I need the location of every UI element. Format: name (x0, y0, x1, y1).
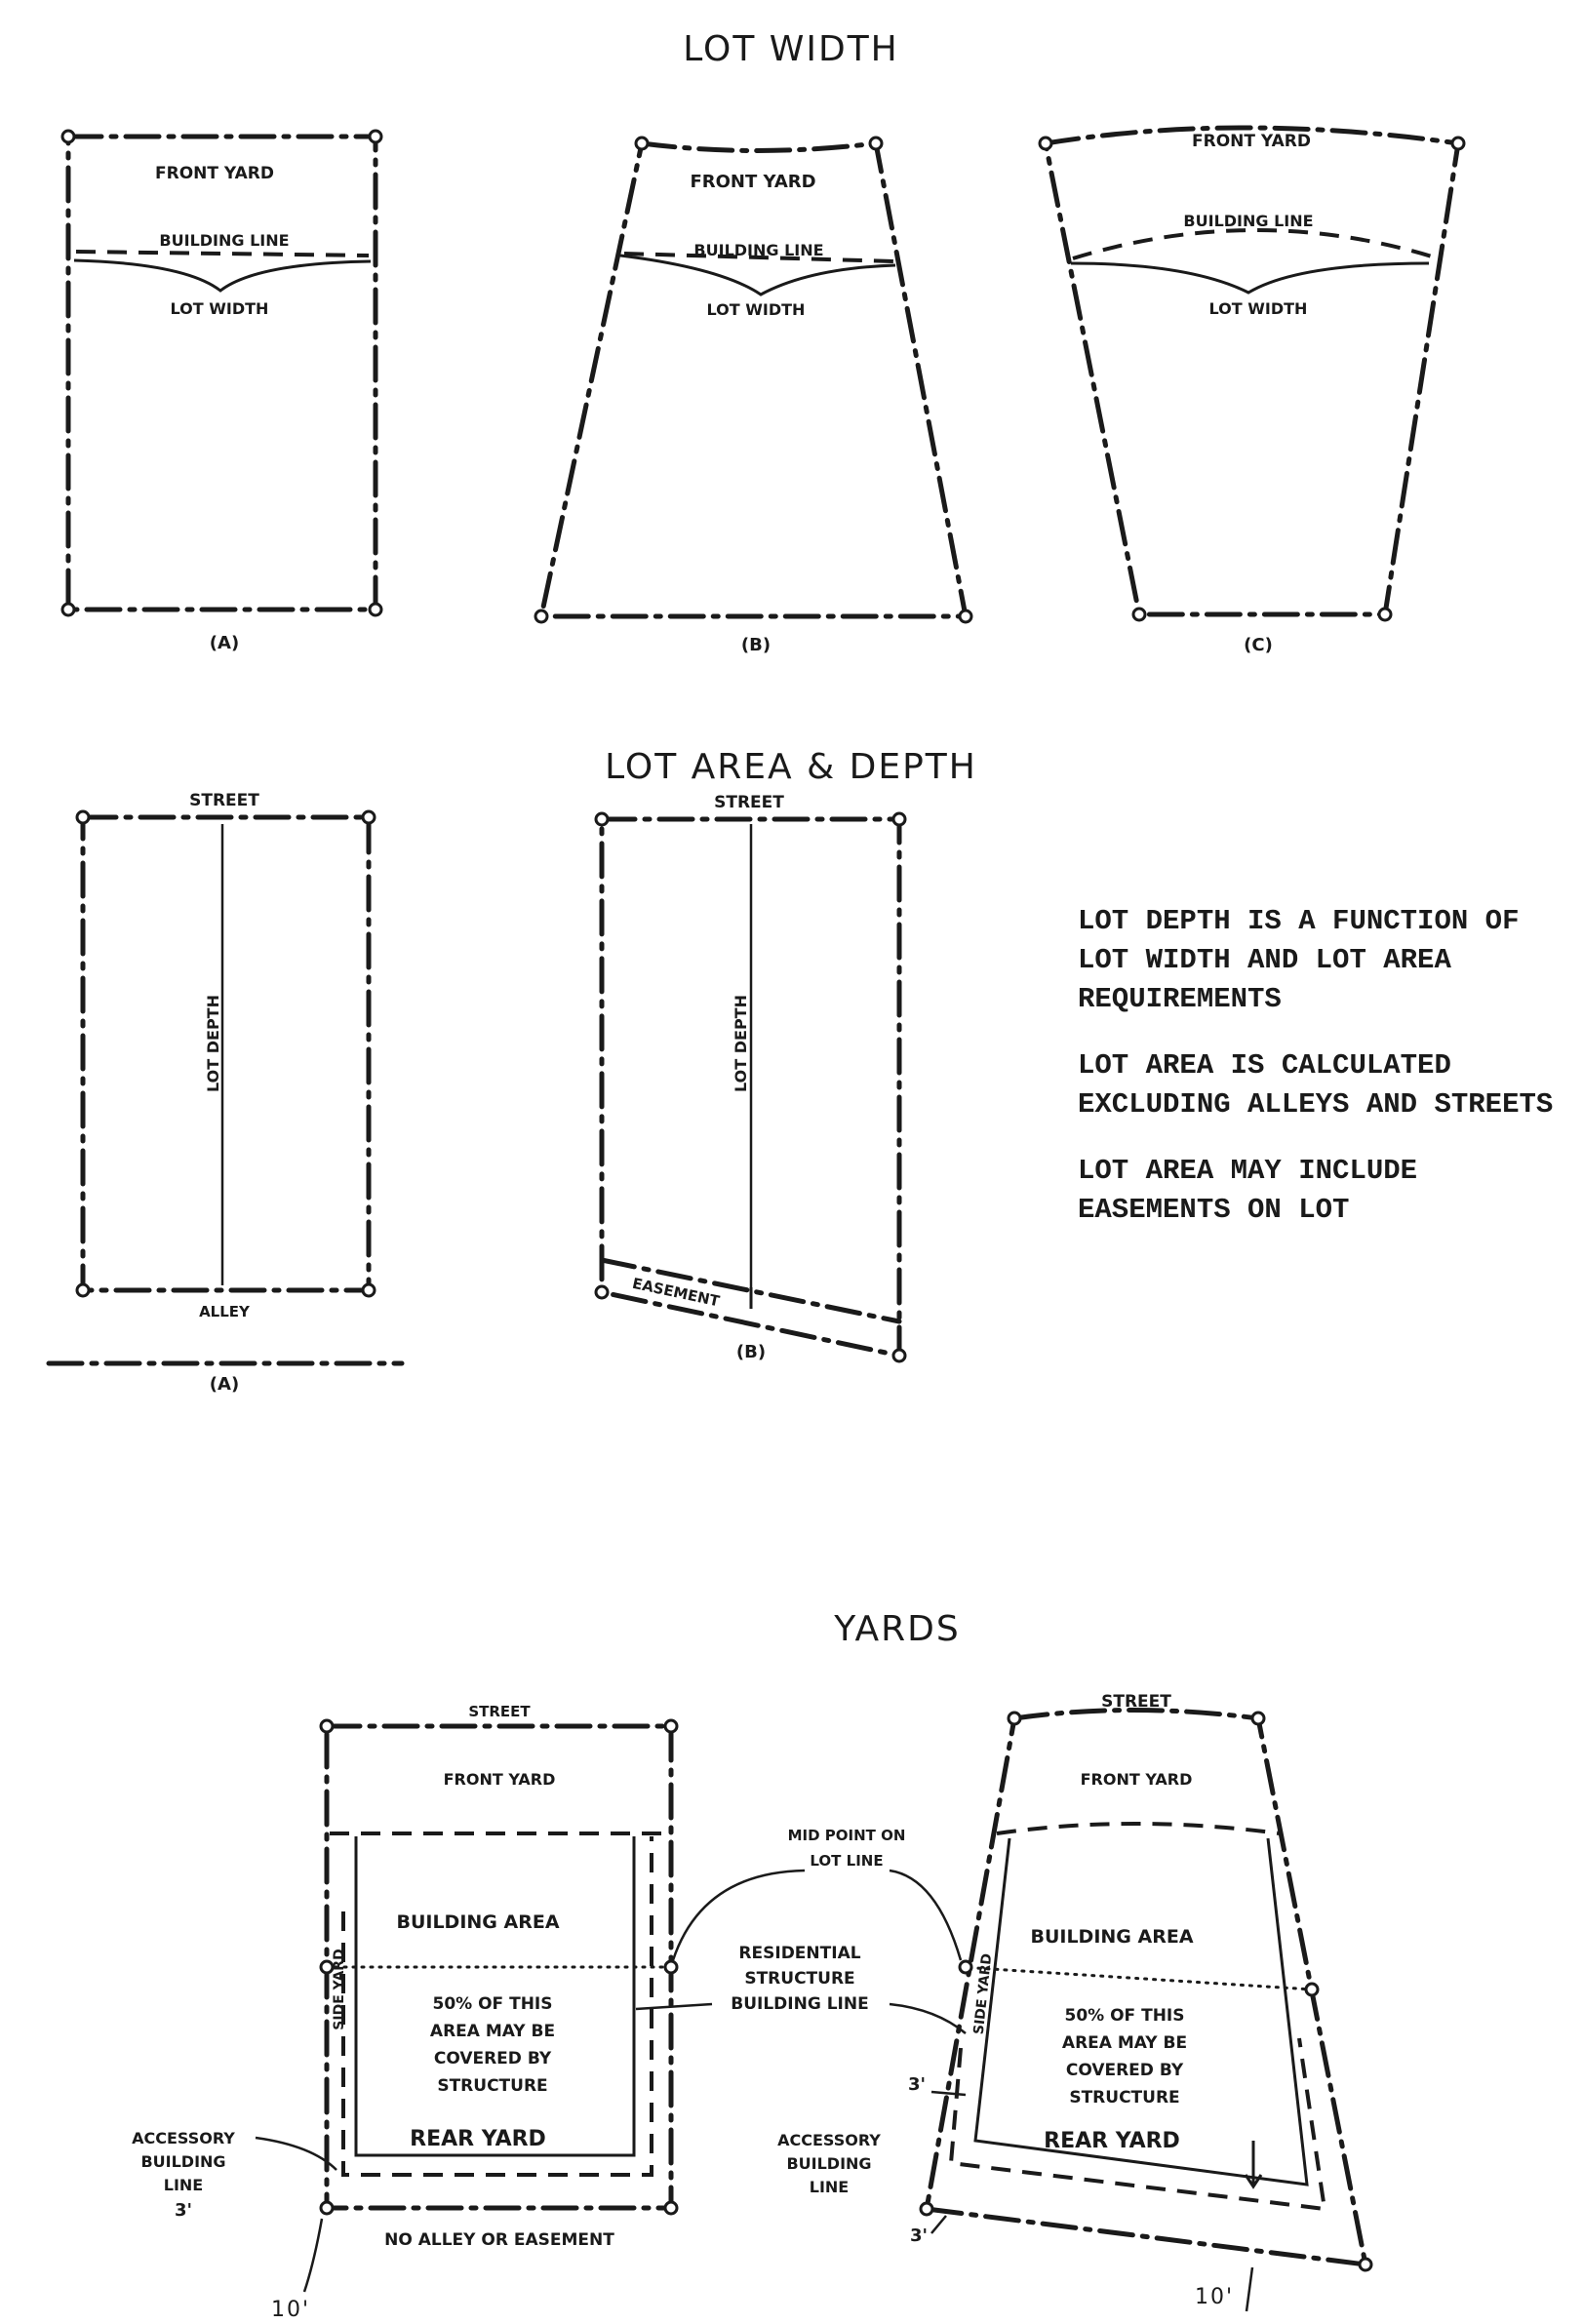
accessory-line-3: LINE (809, 2178, 850, 2196)
lot-width-figure-a (62, 131, 381, 653)
yards-heading: YARDS (834, 1609, 961, 1649)
lot-area-heading: LOT AREA & DEPTH (605, 747, 977, 787)
lot-corner-pin (1379, 609, 1391, 620)
lot-width-label: LOT WIDTH (1208, 299, 1308, 318)
street-label: STREET (189, 791, 259, 810)
coverage-line-4: STRUCTURE (1069, 2088, 1180, 2107)
lot-corner-pin (77, 1284, 89, 1296)
lot-boundary (83, 817, 369, 1290)
building-line-label: BUILDING LINE (159, 231, 290, 250)
front-yard-label: FRONT YARD (443, 1770, 556, 1789)
accessory-line-1: ACCESSORY (132, 2129, 235, 2147)
three-foot-leader-lower (931, 2216, 946, 2233)
lot-corner-pin (596, 813, 608, 825)
lot-corner-pin (62, 131, 74, 142)
building-line-label: BUILDING LINE (693, 241, 824, 259)
three-foot-label: 3' (174, 2200, 193, 2221)
accessory-line-2: BUILDING (786, 2154, 872, 2173)
lot-corner-pin (1360, 2259, 1371, 2270)
lot-corner-pin (1252, 1713, 1264, 1724)
lot-corner-pin (363, 811, 375, 823)
building-area-label: BUILDING AREA (396, 1911, 560, 1933)
lot-corner-pin (77, 811, 89, 823)
coverage-line-2: AREA MAY BE (1061, 2033, 1188, 2053)
lot-corner-pin (893, 813, 905, 825)
street-label: STREET (714, 793, 784, 812)
mid-point-line-1: MID POINT ON (787, 1827, 906, 1844)
coverage-line-3: COVERED BY (433, 2049, 552, 2068)
figure-c-caption: (C) (1244, 635, 1273, 655)
lot-corner-pin (363, 1284, 375, 1296)
lot-width-figure-c (1040, 128, 1464, 655)
lot-width-heading: LOT WIDTH (683, 29, 899, 69)
mid-point-line (961, 1967, 1312, 1989)
front-yard-label: FRONT YARD (1080, 1770, 1193, 1789)
side-yard-label: SIDE YARD (970, 1952, 996, 2035)
note-lot-area-easements: LOT AREA MAY INCLUDE EASEMENTS ON LOT (1078, 1155, 1418, 1226)
three-foot-label-lower: 3' (909, 2226, 929, 2246)
no-alley-label: NO ALLEY OR EASEMENT (384, 2230, 614, 2250)
ten-foot-label: 10' (270, 2298, 311, 2322)
residential-line-2: STRUCTURE (744, 1969, 855, 1989)
street-label: STREET (1101, 1692, 1171, 1712)
three-foot-leader-upper (931, 2092, 966, 2095)
residential-leader-right (890, 2004, 966, 2033)
yards-figure-a (132, 1703, 677, 2322)
mid-point-leader-right (890, 1871, 961, 1960)
coverage-line-3: COVERED BY (1065, 2061, 1184, 2080)
lot-width-label: LOT WIDTH (170, 299, 269, 318)
lot-corner-pin (321, 2202, 333, 2214)
note-lot-area-calculated: LOT AREA IS CALCULATED EXCLUDING ALLEYS AND STREETS (1078, 1049, 1554, 1121)
residential-line-1: RESIDENTIAL (738, 1944, 861, 1963)
lot-width-figure-b (535, 138, 971, 655)
coverage-line-4: STRUCTURE (437, 2076, 548, 2096)
lot-area-figure-a (49, 791, 402, 1395)
lot-corner-pin (636, 138, 648, 149)
lot-corner-pin (870, 138, 882, 149)
lot-boundary (1046, 128, 1458, 614)
yards-center-annotations (636, 1827, 966, 2033)
rear-yard-label: REAR YARD (1044, 2129, 1180, 2153)
lot-width-brace (74, 260, 371, 291)
easement-label: EASEMENT (630, 1274, 722, 1311)
residential-line-3: BUILDING LINE (731, 1994, 869, 2014)
lot-corner-pin (1133, 609, 1145, 620)
lot-boundary (541, 143, 966, 616)
front-yard-label: FRONT YARD (1192, 132, 1311, 151)
lot-width-brace (1071, 263, 1429, 293)
accessory-line-2: BUILDING (140, 2152, 226, 2171)
figure-a-caption: (A) (209, 633, 240, 653)
rear-yard-arrow-icon (1246, 2141, 1261, 2186)
coverage-line-2: AREA MAY BE (429, 2022, 556, 2041)
building-line-marker (1073, 230, 1432, 258)
building-line-label: BUILDING LINE (1183, 212, 1314, 230)
coverage-line-1: 50% OF THIS (1064, 2006, 1185, 2026)
ten-foot-leader (304, 2219, 322, 2292)
figure-b-caption: (B) (735, 1342, 767, 1362)
lot-corner-pin (535, 611, 547, 622)
lot-corner-pin (665, 2202, 677, 2214)
lot-area-notes (1078, 902, 1565, 1257)
lot-corner-pin (893, 1350, 905, 1361)
mid-point-pin (1306, 1984, 1318, 1995)
lot-corner-pin (1452, 138, 1464, 149)
figure-a-caption: (A) (209, 1374, 240, 1395)
alley-label: ALLEY (199, 1303, 250, 1320)
note-lot-depth: LOT DEPTH IS A FUNCTION OF LOT WIDTH AND LOT AREA REQUIREMENTS (1078, 905, 1520, 1015)
building-line-marker (997, 1824, 1280, 1833)
front-yard-label: FRONT YARD (155, 164, 274, 183)
coverage-line-1: 50% OF THIS (432, 1994, 553, 2014)
building-line-marker (76, 252, 369, 256)
building-area-label: BUILDING AREA (1030, 1926, 1194, 1948)
lot-boundary (68, 137, 376, 610)
lot-width-label: LOT WIDTH (706, 300, 806, 319)
lot-corner-pin (1040, 138, 1051, 149)
figure-b-caption: (B) (740, 635, 772, 655)
lot-corner-pin (596, 1286, 608, 1298)
residential-leader-left (636, 2004, 712, 2009)
side-yard-label: SIDE YARD (332, 1949, 347, 2030)
lot-depth-label: LOT DEPTH (204, 995, 222, 1092)
ten-foot-label: 10' (1194, 2285, 1235, 2309)
three-foot-label-upper: 3' (907, 2074, 927, 2095)
lot-corner-pin (321, 1720, 333, 1732)
rear-yard-label: REAR YARD (410, 2127, 546, 2151)
accessory-line-3: LINE (163, 2176, 204, 2194)
lot-area-figure-b (596, 793, 905, 1362)
lot-corner-pin (921, 2203, 932, 2215)
lot-corner-pin (370, 131, 381, 142)
front-yard-label: FRONT YARD (690, 172, 816, 192)
ten-foot-leader (1247, 2267, 1252, 2311)
street-label: STREET (468, 1703, 531, 1720)
lot-corner-pin (1009, 1713, 1020, 1724)
lot-depth-label: LOT DEPTH (732, 995, 750, 1092)
lot-corner-pin (665, 1720, 677, 1732)
lot-corner-pin (960, 611, 971, 622)
mid-point-line-2: LOT LINE (810, 1852, 884, 1870)
lot-corner-pin (370, 604, 381, 615)
mid-point-pin (665, 1961, 677, 1973)
mid-point-pin (960, 1961, 971, 1973)
lot-corner-pin (62, 604, 74, 615)
accessory-line-1: ACCESSORY (777, 2131, 881, 2149)
